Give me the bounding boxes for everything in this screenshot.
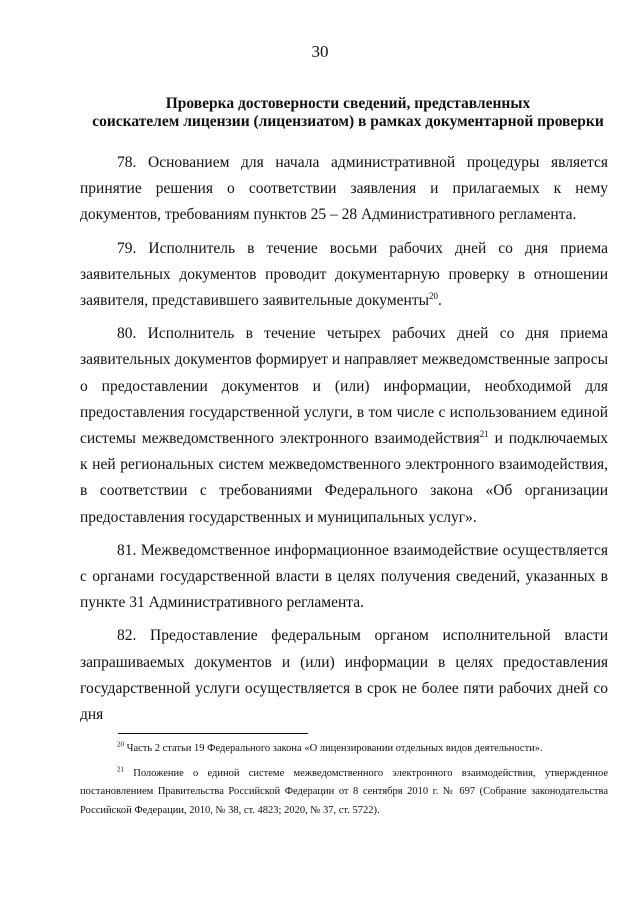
body-text (80, 150, 608, 735)
section-heading (78, 95, 618, 131)
footnote-text: Часть 2 статьи 19 Федерального закона «О лицензировании отдельных видов деятельности». (124, 743, 543, 754)
paragraph-text: 79. Исполнитель в течение восьми рабочих дней со дня приема заявительных документов проводит документарную проверку в отношении заявителя, представившего заявительные документы (80, 239, 608, 310)
paragraph-text-tail: . (438, 292, 442, 310)
footnote-ref-20: 20 (429, 290, 439, 301)
paragraph-text: 78. Основанием для начала административной процедуры является принятие решения о соответствии заявления и прилагаемых к нему документов, требованиям пунктов 25 – 28 Административного регламента. (80, 154, 608, 224)
paragraph-78 (80, 150, 608, 229)
paragraph-80 (80, 321, 608, 531)
paragraph-text: 80. Исполнитель в течение четырех рабочих дней со дня приема заявительных документов формирует и направляет межведомственные запросы о предоставлении документов и (или) информации, необходимой для предоставления государственной услуги, в том числе с использованием единой системы межведомственного электронного взаимодействия (80, 325, 608, 448)
section-heading-line-1: Проверка достоверности сведений, представленных (165, 95, 531, 112)
paragraph-81 (80, 538, 608, 617)
paragraph-82 (80, 623, 608, 728)
paragraph-text: 81. Межведомственное информационное взаимодействие осуществляется с органами государственной власти в целях получения сведений, указанных в пункте 31 Административного регламента. (80, 541, 608, 612)
footnote-text: Положение о единой системе межведомственного электронного взаимодействия, утвержденное постановлением Правительства Российской Федерации от 8 сентября 2010 г. № 697 (Собрание законодательства Российской Федерации, 2010, № 38, ст. 4823; 2020, № 37, ст. 5722). (80, 767, 608, 816)
footnotes (80, 740, 608, 826)
page-number: 30 (311, 42, 329, 61)
footnote-mark: 20 (117, 740, 124, 749)
footnote-21 (80, 765, 608, 821)
footnote-separator (118, 733, 308, 734)
section-heading-line-2: соискателем лицензии (лицензиатом) в рамках документарной проверки (92, 113, 604, 130)
paragraph-text: 82. Предоставление федеральным органом исполнительной власти запрашиваемых документов и (или) информации в целях предоставления государственной услуги осуществляется в срок не более пяти рабочих дней со дня (80, 627, 608, 724)
footnote-20 (80, 740, 608, 759)
paragraph-79 (80, 236, 608, 315)
footnote-ref-21: 21 (479, 428, 489, 439)
footnote-mark: 21 (117, 765, 124, 773)
paragraph-text-tail: и подключаемых к ней региональных систем межведомственного электронного взаимодействия, в соответствии с требованиями Федерального закона «Об организации предоставления государственных и муниципальных услуг». (80, 430, 608, 526)
